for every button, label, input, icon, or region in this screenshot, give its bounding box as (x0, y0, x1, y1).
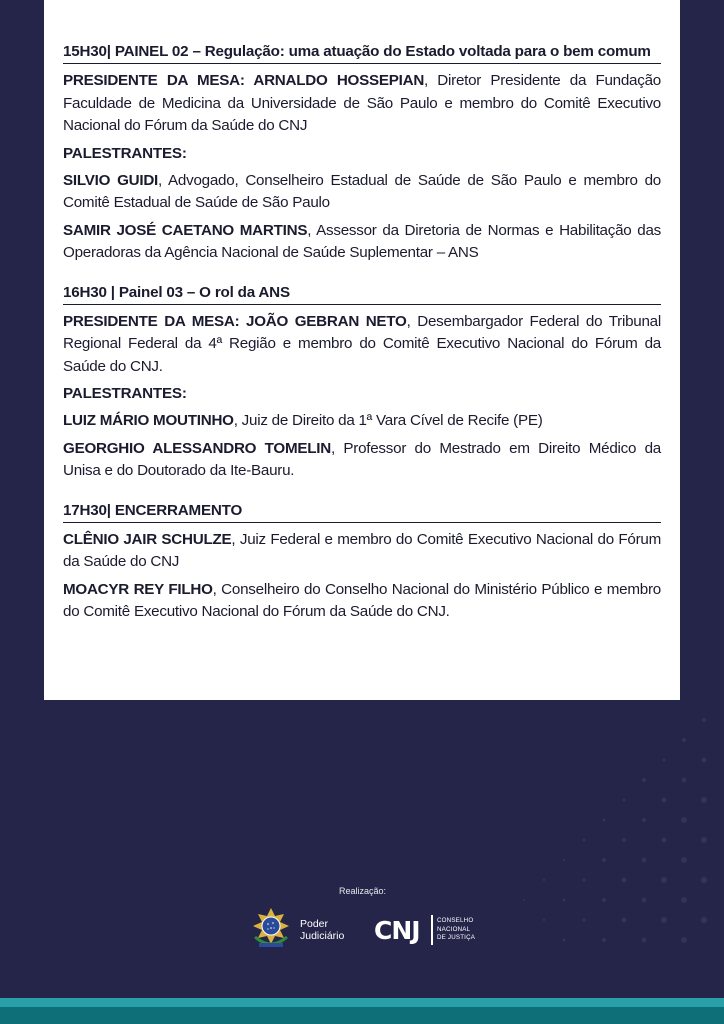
person-name: GEORGHIO ALESSANDRO TOMELIN (63, 439, 331, 457)
person-description: , Conselheiro do Conselho Nacional do Ministério Público e membro do Comitê Executivo Nacional do Fórum da Saúde do CNJ. (63, 580, 661, 620)
speaker-paragraph (63, 220, 661, 265)
person-name: CLÊNIO JAIR SCHULZE (63, 530, 232, 548)
poder-line: Poder (300, 918, 329, 930)
person-name: SAMIR JOSÉ CAETANO MARTINS (63, 221, 308, 239)
cnj-logo: CNJ (374, 916, 420, 945)
cnj-line: CONSELHO (437, 917, 474, 924)
section-painel-02 (63, 42, 661, 265)
judiciario-line: Judiciário (300, 930, 345, 942)
person-description: , Desembargador Federal do Tribunal Regional Federal da 4ª Região e membro do Comitê Executivo Nacional do Fórum da Saúde do CNJ. (63, 312, 662, 375)
speakers-label: PALESTRANTES: (63, 385, 187, 402)
cnj-line: NACIONAL (437, 925, 471, 933)
person-paragraph (63, 579, 661, 624)
speaker-paragraph (63, 170, 661, 215)
section-painel-03 (63, 283, 661, 483)
person-name: PRESIDENTE DA MESA: ARNALDO HOSSEPIAN (63, 72, 425, 89)
realizacao-label: Realização: (339, 886, 387, 896)
person-name: MOACYR REY FILHO (63, 580, 213, 598)
poder-judiciario-text (300, 918, 344, 942)
president-paragraph (63, 70, 661, 138)
person-paragraph (63, 529, 661, 574)
program-card (44, 0, 680, 700)
person-name: SILVIO GUIDI (63, 171, 159, 189)
person-description: , Juiz Federal e membro do Comitê Executivo Nacional do Fórum da Saúde do CNJ (63, 530, 661, 570)
footer-stripe-light (0, 998, 724, 1007)
speaker-paragraph (63, 438, 661, 483)
section-heading: 15H30| PAINEL 02 – Regulação: uma atuação do Estado voltada para o bem comum (63, 42, 661, 64)
cnj-full-name (437, 917, 475, 943)
person-description: , Assessor da Diretoria de Normas e Habilitação das Operadoras da Agência Nacional de Saúde Suplementar – ANS (63, 221, 661, 261)
person-description: , Diretor Presidente da Fundação Faculdade de Medicina da Universidade de São Paulo e membro do Comitê Executivo Nacional do Fórum da Saúde do CNJ (63, 72, 661, 134)
footer (0, 880, 724, 970)
person-description: , Advogado, Conselheiro Estadual de Saúde de São Paulo e membro do Comitê Estadual de Saúde de São Paulo (63, 171, 661, 211)
section-heading: 17H30| ENCERRAMENTO (63, 501, 661, 523)
speaker-paragraph (63, 410, 661, 433)
president-paragraph (63, 311, 661, 379)
section-heading: 16H30 | Painel 03 – O rol da ANS (63, 283, 661, 305)
cnj-divider (431, 915, 433, 945)
person-name: LUIZ MÁRIO MOUTINHO (63, 412, 234, 429)
cnj-line: DE JUSTIÇA (437, 934, 476, 941)
section-encerramento (63, 501, 661, 624)
brasao-emblem-icon (251, 907, 291, 951)
speakers-label: PALESTRANTES: (63, 144, 187, 162)
person-name: PRESIDENTE DA MESA: JOÃO GEBRAN NETO (63, 312, 407, 330)
footer-stripe-dark (0, 1007, 724, 1024)
person-description: , Juiz de Direito da 1ª Vara Cível de Recife (PE) (233, 412, 543, 429)
person-description: , Professor do Mestrado em Direito Médico da Unisa e do Doutorado da Ite-Bauru. (63, 439, 662, 479)
